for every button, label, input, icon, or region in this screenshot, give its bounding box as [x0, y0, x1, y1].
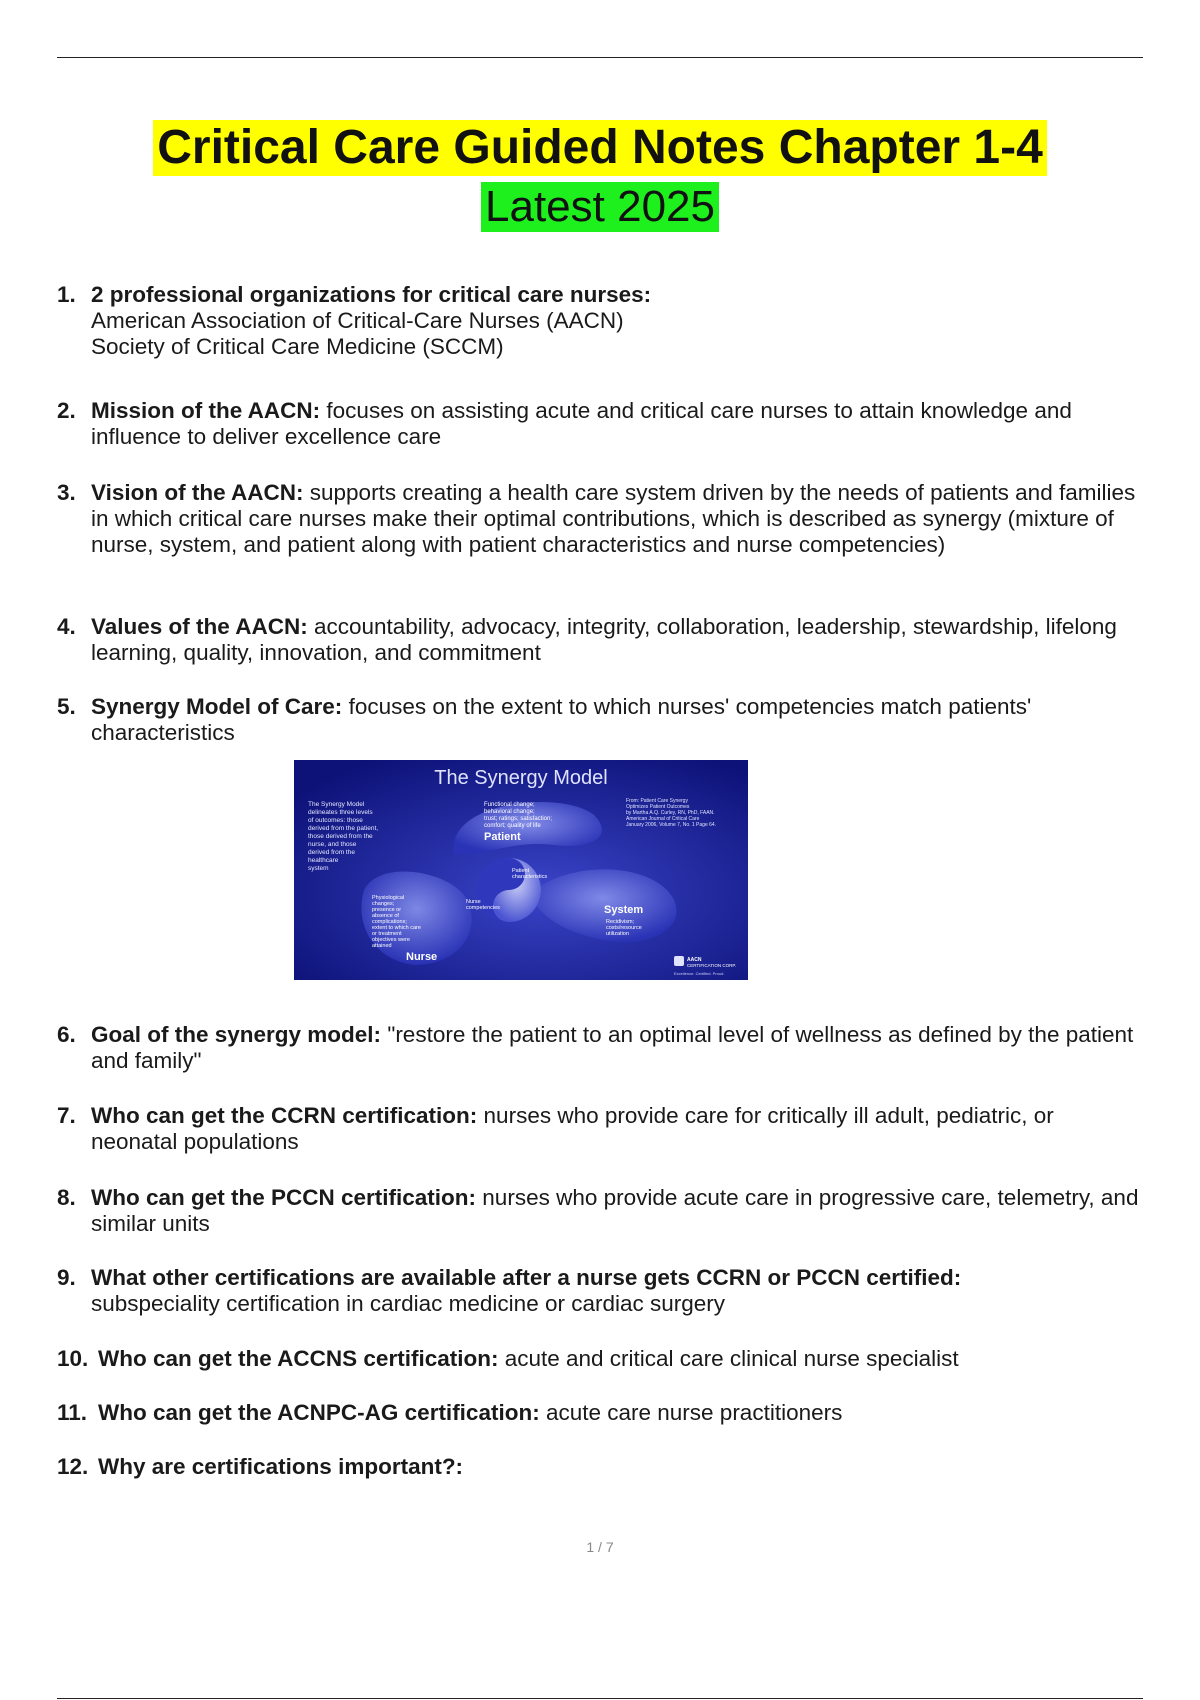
- item-line: Society of Critical Care Medicine (SCCM): [91, 334, 504, 359]
- item-text: focuses on assisting acute and critical care nurses to attain knowledge and influence to deliver excellence care: [91, 398, 1072, 449]
- item-label: Who can get the PCCN certification:: [91, 1185, 477, 1210]
- item-text: accountability, advocacy, integrity, collaboration, leadership, stewardship, lifelong learning, quality, innovation, and commitment: [91, 614, 1117, 665]
- patient-label: Patient: [484, 831, 521, 843]
- svg-text:utilization: utilization: [606, 931, 629, 937]
- svg-text:derived from the: derived from the: [308, 849, 355, 856]
- svg-text:American Journal of Critical C: American Journal of Critical Care: [626, 816, 700, 822]
- item-label: Why are certifications important?:: [98, 1454, 464, 1479]
- svg-text:Optimizes Patient Outcomes: Optimizes Patient Outcomes: [626, 804, 690, 810]
- item-number: 3.: [57, 480, 76, 505]
- item-number: 6.: [57, 1022, 76, 1047]
- svg-text:presence or: presence or: [372, 907, 402, 913]
- item-text: subspeciality certification in cardiac medicine or cardiac surgery: [91, 1291, 726, 1316]
- svg-text:absence of: absence of: [372, 913, 399, 919]
- aacn-logo-icon: [674, 956, 684, 966]
- item-number: 8.: [57, 1185, 76, 1210]
- list-item-5: [57, 694, 1143, 746]
- title-block: [0, 120, 1200, 176]
- item-label: Synergy Model of Care:: [91, 694, 343, 719]
- nurse-label: Nurse: [406, 951, 438, 963]
- document-subtitle: Latest 2025: [481, 182, 719, 232]
- svg-text:extent to which care: extent to which care: [372, 925, 421, 931]
- svg-text:attained: attained: [372, 943, 392, 949]
- svg-text:Physiological: Physiological: [372, 895, 405, 901]
- item-number: 5.: [57, 694, 76, 719]
- svg-text:changes;: changes;: [372, 901, 395, 907]
- list-item-12: [57, 1454, 1143, 1480]
- item-number: 4.: [57, 614, 76, 639]
- list-item-6: [57, 1022, 1143, 1074]
- svg-text:behavioral change;: behavioral change;: [484, 809, 535, 815]
- svg-text:comfort; quality of life: comfort; quality of life: [484, 823, 541, 829]
- svg-text:derived from the patient,: derived from the patient,: [308, 825, 379, 832]
- bottom-rule: [57, 1698, 1143, 1699]
- figure-title: The Synergy Model: [434, 767, 608, 789]
- top-rule: [57, 57, 1143, 58]
- svg-text:AACN: AACN: [687, 957, 702, 963]
- svg-text:January 2006, Volume 7, No. 1: January 2006, Volume 7, No. 1 Page 64.: [626, 822, 717, 828]
- svg-text:by Martha A.Q. Curley, RN, PhD: by Martha A.Q. Curley, RN, PhD, FAAN.: [626, 810, 715, 816]
- system-label: System: [604, 904, 644, 916]
- item-line: American Association of Critical-Care Nurses (AACN): [91, 308, 624, 333]
- item-text: nurses who provide care for critically ill adult, pediatric, or neonatal populations: [91, 1103, 1054, 1154]
- list-item-3: [57, 480, 1143, 558]
- svg-text:delineates three levels: delineates three levels: [308, 809, 373, 816]
- svg-text:CERTIFICATION CORP.: CERTIFICATION CORP.: [687, 963, 737, 968]
- list-item-10: [57, 1346, 1143, 1372]
- item-label: Who can get the ACNPC-AG certification:: [98, 1400, 540, 1425]
- item-label: 2 professional organizations for critical care nurses:: [91, 282, 652, 307]
- svg-text:system: system: [308, 865, 329, 872]
- svg-text:costs/resource: costs/resource: [606, 925, 642, 931]
- svg-text:Nurse: Nurse: [466, 899, 481, 905]
- item-number: 2.: [57, 398, 76, 423]
- svg-text:healthcare: healthcare: [308, 857, 339, 864]
- list-item-7: [57, 1103, 1143, 1155]
- svg-text:of outcomes: those: of outcomes: those: [308, 817, 363, 824]
- svg-text:those derived from the: those derived from the: [308, 833, 373, 840]
- list-item-4: [57, 614, 1143, 666]
- svg-text:nurse, and those: nurse, and those: [308, 841, 357, 848]
- svg-text:Recidivism;: Recidivism;: [606, 919, 635, 925]
- svg-text:From: Patient Care Synergy: From: Patient Care Synergy: [626, 798, 688, 804]
- svg-text:Excellence. Certified. Proud.: Excellence. Certified. Proud.: [674, 971, 725, 976]
- item-label: Values of the AACN:: [91, 614, 308, 639]
- subtitle-block: [0, 182, 1200, 232]
- item-text: focuses on the extent to which nurses' competencies match patients' characteristics: [91, 694, 1032, 745]
- item-label: Who can get the ACCNS certification:: [98, 1346, 499, 1371]
- item-label: Vision of the AACN:: [91, 480, 304, 505]
- item-label: What other certifications are available after a nurse gets CCRN or PCCN certified:: [91, 1265, 962, 1290]
- item-number: 11.: [57, 1400, 88, 1425]
- svg-text:complications;: complications;: [372, 919, 407, 925]
- item-label: Who can get the CCRN certification:: [91, 1103, 478, 1128]
- item-text: nurses who provide acute care in progressive care, telemetry, and similar units: [91, 1185, 1139, 1236]
- svg-text:Functional change;: Functional change;: [484, 802, 535, 808]
- item-text: supports creating a health care system driven by the needs of patients and families in which critical care nurses make their optimal contributions, which is described as synergy (mixture of nurse, system, and patient along with patient characteristics and nurse competencies): [91, 480, 1136, 557]
- item-text: "restore the patient to an optimal level of wellness as defined by the patient and family": [91, 1022, 1134, 1073]
- item-number: 7.: [57, 1103, 76, 1128]
- list-item-9: [57, 1265, 1143, 1317]
- svg-text:competencies: competencies: [466, 905, 500, 911]
- item-number: 1.: [57, 282, 76, 307]
- item-number: 12.: [57, 1454, 89, 1479]
- item-number: 10.: [57, 1346, 89, 1371]
- list-item-2: [57, 398, 1143, 450]
- svg-text:trust; ratings; satisfaction;: trust; ratings; satisfaction;: [484, 816, 553, 822]
- document-title: Critical Care Guided Notes Chapter 1-4: [153, 120, 1047, 176]
- item-text: acute care nurse practitioners: [545, 1400, 843, 1425]
- item-number: 9.: [57, 1265, 76, 1290]
- list-item-1: [57, 282, 1143, 360]
- svg-text:objectives were: objectives were: [372, 937, 410, 943]
- svg-text:characteristics: characteristics: [512, 874, 548, 880]
- svg-text:or treatment: or treatment: [372, 931, 402, 937]
- list-item-11: [57, 1400, 1143, 1426]
- item-label: Mission of the AACN:: [91, 398, 321, 423]
- list-item-8: [57, 1185, 1143, 1237]
- item-label: Goal of the synergy model:: [91, 1022, 382, 1047]
- item-text: acute and critical care clinical nurse specialist: [504, 1346, 959, 1371]
- svg-text:Patient: Patient: [512, 868, 530, 874]
- page-indicator: 1 / 7: [586, 1539, 614, 1555]
- synergy-model-figure: [294, 760, 748, 980]
- svg-text:The Synergy Model: The Synergy Model: [308, 801, 365, 808]
